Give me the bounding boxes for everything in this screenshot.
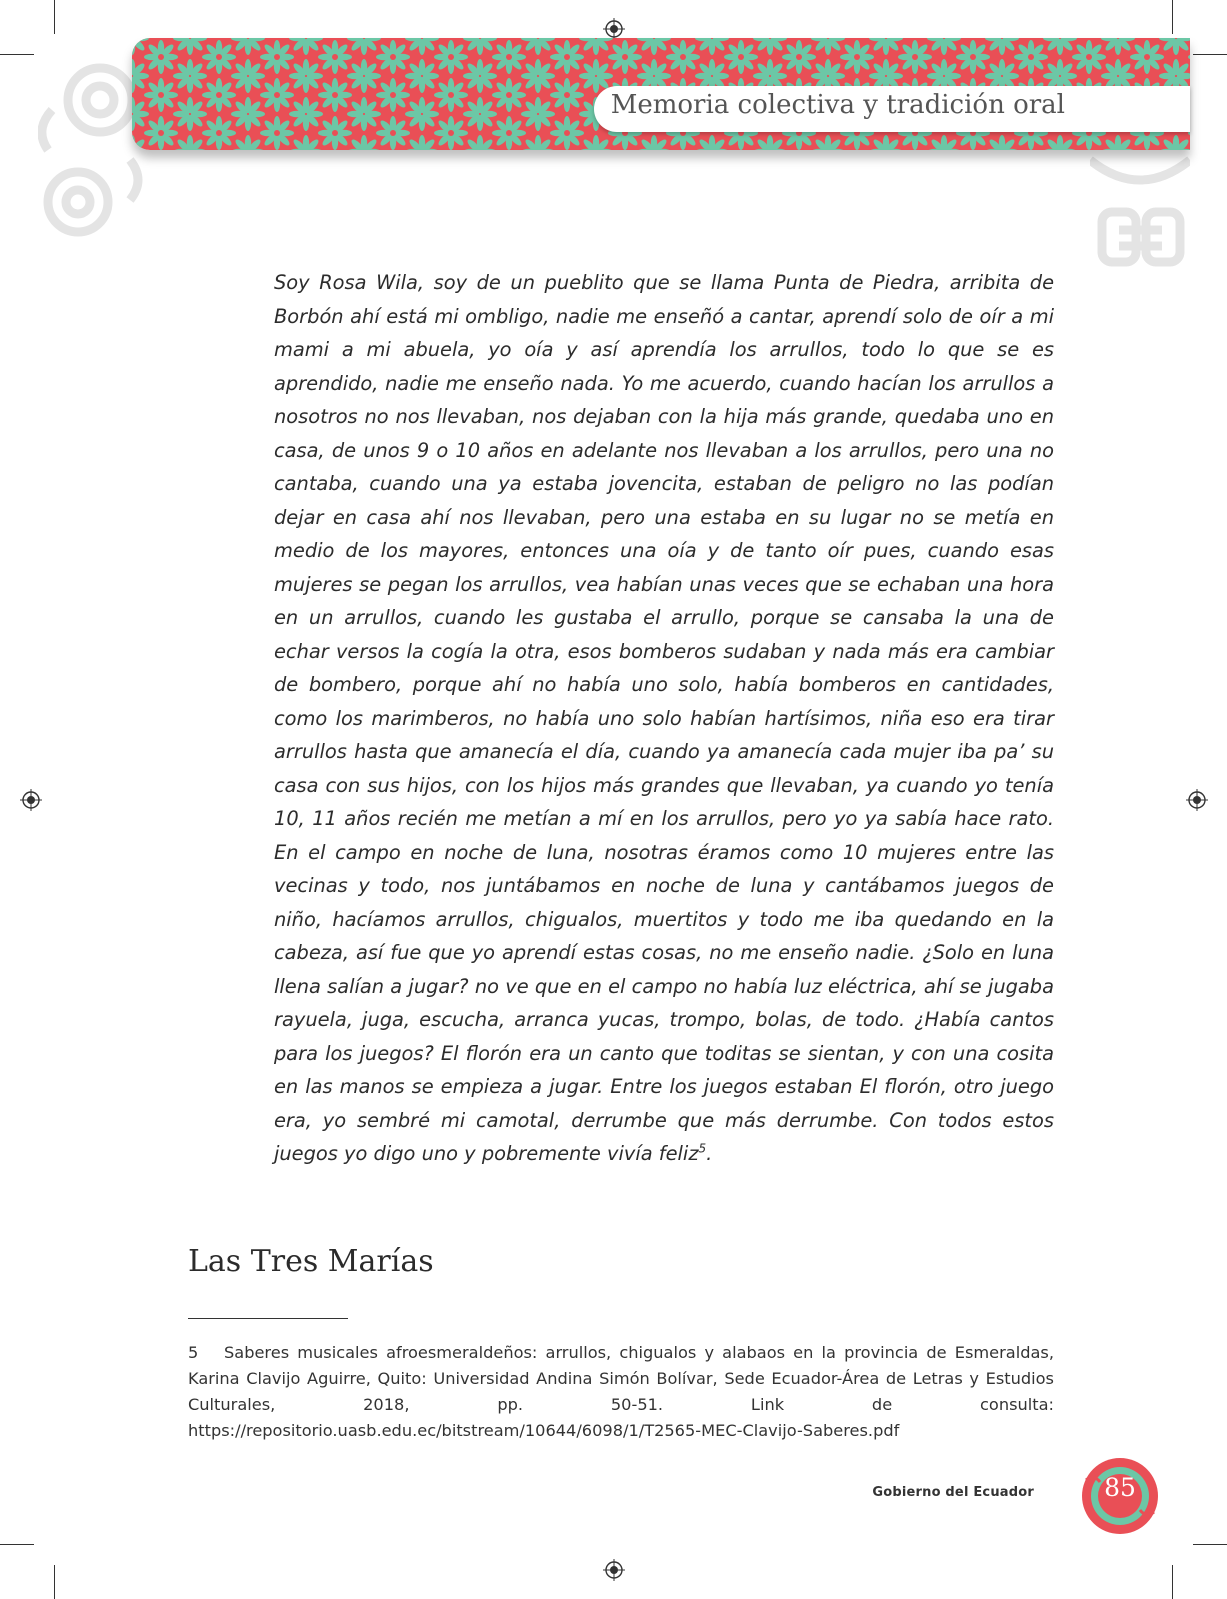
footnote-reference[interactable]: 5 <box>698 1141 707 1156</box>
crop-mark <box>54 0 55 34</box>
crop-mark <box>1193 1544 1227 1545</box>
testimony-text: Soy Rosa Wila, soy de un pueblito que se llama Punta de Piedra, arribita de Borbón ahí está mi ombligo, nadie me enseñó a cantar, aprendí solo de oír a mi mami a mi abuela, yo oía y así aprendía los arrullos, todo lo que se es aprendido, nadie me enseño nada. Yo me acuerdo, cuando hacían los arrullos a nosotros no nos llevaban, nos dejaban con la hija más grande, quedaba uno en casa, de unos 9 o 10 años en adelante nos llevaban a los arrullos, pero una no cantaba, cuando una ya estaba jovencita, estaban de peligro no las podían dejar en casa ahí nos llevaban, pero una estaba en su lugar no se metía en medio de los mayores, entonces una oía y de tanto oír pues, cuando esas mujeres se pegan los arrullos, vea habían unas veces que se echaban una hora en un arrullos, cuando les gustaba el arrullo, porque se cansaba la una de echar versos la cogía la otra, esos bomberos sudaban y nada más era cambiar de bombero, porque ahí no había uno solo, había bomberos en cantidades, como los marimberos, no había uno solo habían hartísimos, niña eso era tirar arrullos hasta que amanecía el día, cuando ya amanecía cada mujer iba pa’ su casa con sus hijos, con los hijos más grandes que llevaban, ya cuando yo tenía 10, 11 años recién me metían a mí en los arrullos, pero yo ya sabía hace rato. En el campo en noche de luna, nosotras éramos como 10 mujeres entre las vecinas y todo, nos juntábamos en noche de luna y cantábamos juegos de niño, hacíamos arrullos, chigualos, muertitos y todo me iba quedando en la cabeza, así fue que yo aprendí estas cosas, no me enseño nadie. ¿Solo en luna llena salían a jugar? no ve que en el campo no había luz eléctrica, ahí se jugaba rayuela, juga, escucha, arranca yucas, trompo, bolas, de todo. ¿Había cantos para los juegos? El florón era un canto que toditas se sientan, y con una cosita en las manos se empieza a jugar. Entre los juegos estaban El florón, otro juego era, yo sembré mi camotal, derrumbe que más derrumbe. Con todos estos juegos yo digo uno y pobremente vivía feliz <box>274 271 1054 1165</box>
registration-mark-icon <box>603 18 625 40</box>
crop-mark <box>0 54 34 55</box>
footer-organization: Gobierno del Ecuador <box>872 1485 1034 1500</box>
footnote-text: Saberes musicales afroesmeraldeños: arrullos, chigualos y alabaos en la provincia de Esmeraldas, Karina Clavijo Aguirre, Quito: Universidad Andina Simón Bolívar, Sede Ecuador-Área de Letras y Estudios Culturales, 2018, pp. 50-51. Link de consulta: https://repositorio.uasb.edu.ec/bitstream/10644/6098/1/T2565-MEC-Clavijo-Saberes.pdf <box>188 1343 1054 1440</box>
footnote-divider <box>188 1318 348 1319</box>
swirl-ornament-icon <box>1090 150 1190 300</box>
crop-mark <box>0 1544 34 1545</box>
page-number: 85 <box>1104 1473 1136 1502</box>
footnote <box>188 1340 1054 1444</box>
section-title: Las Tres Marías <box>188 1244 434 1279</box>
testimony-paragraph <box>274 266 1054 1171</box>
footnote-number: 5 <box>188 1343 199 1362</box>
crop-mark <box>1172 0 1173 34</box>
crop-mark <box>1193 54 1227 55</box>
crop-mark <box>54 1565 55 1599</box>
testimony-end: . <box>706 1142 713 1165</box>
crop-mark <box>1172 1565 1173 1599</box>
registration-mark-icon <box>20 789 42 811</box>
registration-mark-icon <box>1186 789 1208 811</box>
registration-mark-icon <box>603 1559 625 1581</box>
header-title: Memoria colectiva y tradición oral <box>610 90 1065 120</box>
